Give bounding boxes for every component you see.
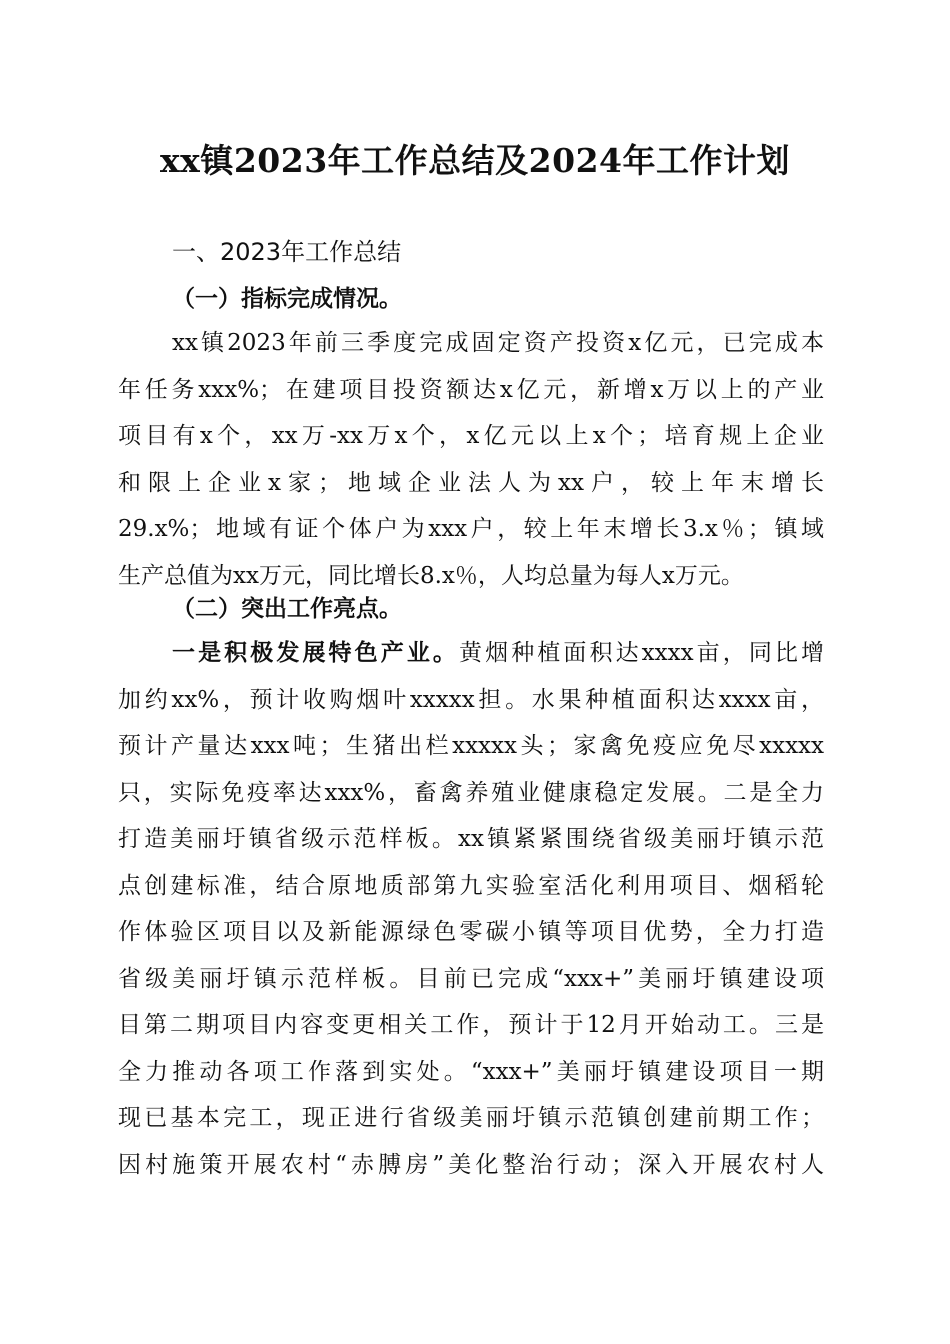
paragraph-line: 项目有x个，xx万-xx万x个，x亿元以上x个；培育规上企业	[118, 423, 824, 449]
paragraph-line: 只，实际免疫率达xxx%，畜禽养殖业健康稳定发展。二是全力	[118, 779, 824, 806]
paragraph-line: 打造美丽圩镇省级示范样板。xx镇紧紧围绕省级美丽圩镇示范	[118, 826, 824, 852]
paragraph-line: 点创建标准，结合原地质部第九实验室活化利用项目、烟稻轮	[118, 872, 824, 899]
paragraph-line: 预计产量达xxx吨；生猪出栏xxxxx头；家禽免疫应免尽xxxxx	[118, 733, 824, 759]
paragraph-line: 因村施策开展农村“赤膊房”美化整治行动；深入开展农村人	[118, 1151, 824, 1178]
paragraph-first-line	[118, 630, 824, 677]
paragraph-indicators	[118, 320, 824, 599]
paragraph-line: 29.x%；地域有证个体户为xxx户，较上年末增长3.x％；镇域	[118, 516, 824, 542]
paragraph-line: 和限上企业x家；地域企业法人为xx户，较上年末增长	[118, 469, 824, 496]
paragraph-line: 省级美丽圩镇示范样板。目前已完成“xxx+”美丽圩镇建设项	[118, 965, 824, 992]
paragraph-line: 作体验区项目以及新能源绿色零碳小镇等项目优势，全力打造	[118, 919, 824, 945]
paragraph-line-rest: 黄烟种植面积达xxxx亩，同比增	[459, 640, 824, 666]
paragraph-line: 加约xx%，预计收购烟叶xxxxx担。水果种植面积达xxxx亩，	[118, 686, 824, 713]
section-heading-2023-summary: 一、2023年工作总结	[172, 238, 402, 266]
subsection-heading-highlights: （二）突出工作亮点。	[172, 595, 402, 622]
paragraph-line: 现已基本完工，现正进行省级美丽圩镇示范镇创建前期工作；	[118, 1105, 824, 1131]
paragraph-highlights	[118, 630, 824, 1188]
paragraph-line: 全力推动各项工作落到实处。“xxx+”美丽圩镇建设项目一期	[118, 1058, 824, 1085]
subsection-heading-indicators: （一）指标完成情况。	[172, 285, 402, 312]
paragraph-line: xx镇2023年前三季度完成固定资产投资x亿元，已完成本	[172, 330, 824, 356]
paragraph-line: 目第二期项目内容变更相关工作，预计于12月开始动工。三是	[118, 1012, 824, 1038]
paragraph-line: 生产总值为xx万元，同比增长8.x％，人均总量为每人x万元。	[118, 562, 744, 589]
paragraph-line: 年任务xxx%；在建项目投资额达x亿元，新增x万以上的产业	[118, 376, 824, 403]
lead-sentence: 一是积极发展特色产业。	[172, 639, 460, 666]
document-title: xx镇2023年工作总结及2024年工作计划	[159, 141, 791, 180]
